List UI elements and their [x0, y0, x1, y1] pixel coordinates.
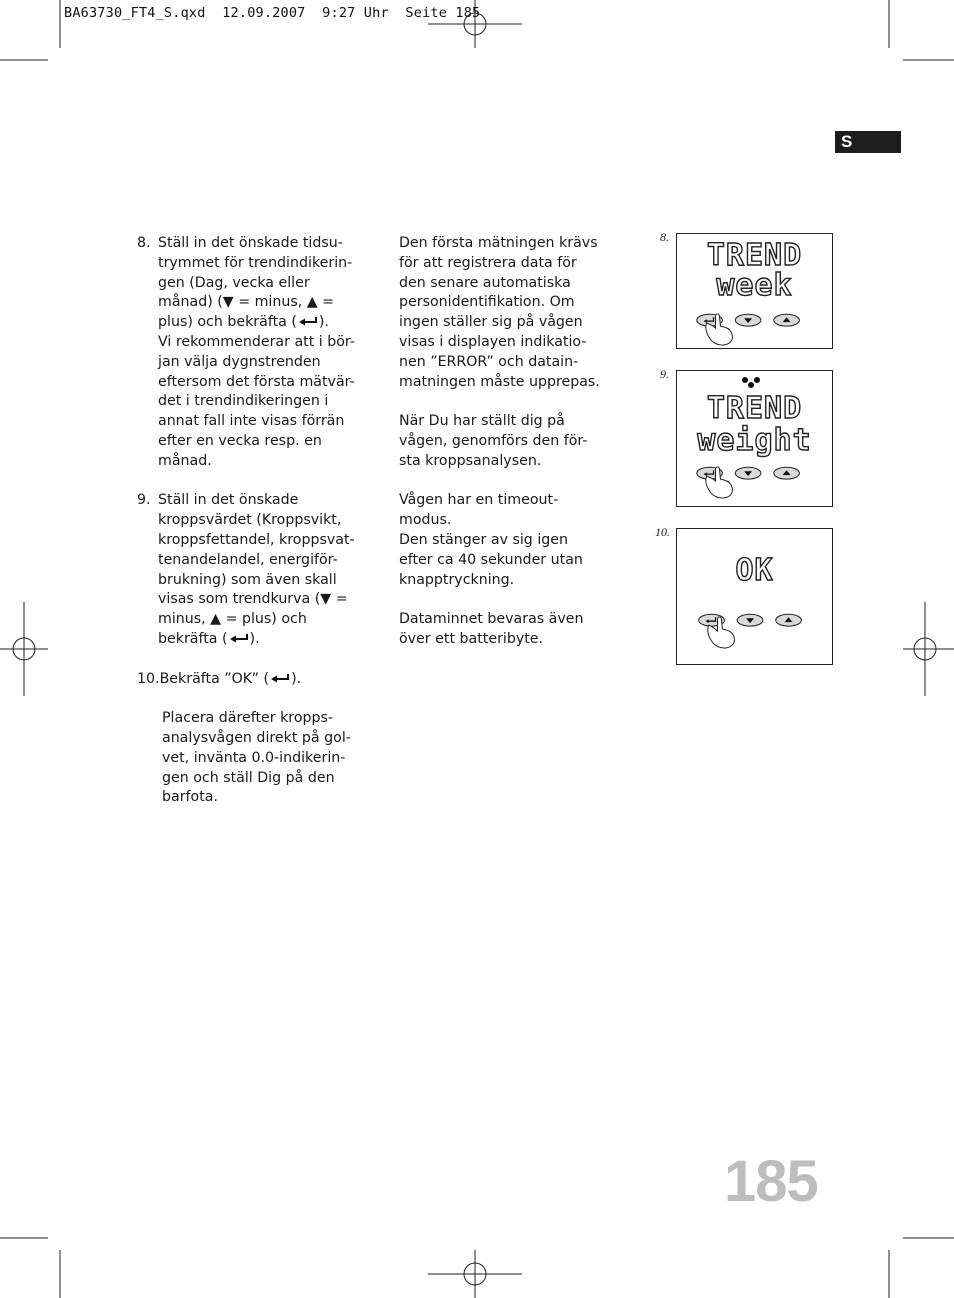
text-line: brukning) som även skall [158, 571, 337, 588]
info-column [399, 234, 604, 670]
enter-key-icon [228, 633, 250, 644]
text-line: Vi rekommenderar att i bör- [158, 333, 355, 350]
language-tab: S [835, 131, 901, 153]
text-line: gen (Dag, vecka eller [158, 274, 310, 291]
text-line: minus, ▲ = plus) och [158, 611, 307, 628]
text-line: personidentifikation. Om [399, 294, 575, 311]
text-line: vet, invänta 0.0-indikerin- [162, 749, 346, 766]
text-line: Ställ in det önskade [158, 492, 299, 509]
text-line: modus. [399, 512, 452, 529]
paragraph-body-analysis [399, 412, 604, 471]
text-line: nen ”ERROR” och datain- [399, 353, 579, 370]
figure-label: 8. [660, 230, 669, 244]
text-line: eftersom det första mätvär- [158, 373, 355, 390]
text-line: gen och ställ Dig på den [162, 769, 335, 786]
text-line: ingen ställer sig på vågen [399, 314, 583, 331]
display-line: OK [735, 553, 774, 588]
text-line: vågen, genomförs den för- [399, 432, 588, 449]
display-line: weight [697, 423, 812, 458]
text-line: När Du har ställt dig på [399, 413, 565, 430]
text-fragment: ). [318, 314, 329, 331]
text-line: tenandelandel, energiför- [158, 551, 338, 568]
text-line: visas som trendkurva (▼ = [158, 591, 348, 608]
step-number: 9. [137, 492, 151, 509]
text-line: det i trendindikeringen i [158, 393, 329, 410]
text-line [158, 630, 362, 650]
file-slug: BA63730_FT4_S.qxd 12.09.2007 9:27 Uhr Seite 185 [64, 5, 481, 21]
text-line: den senare automatiska [399, 274, 571, 291]
instructions-column [137, 234, 362, 808]
text-line: efter en vecka resp. en [158, 432, 322, 449]
display-line: TREND [706, 238, 803, 273]
text-line: Placera därefter kropps- [162, 710, 334, 727]
display-line: TREND [706, 391, 803, 426]
text-line: knapptryckning. [399, 571, 515, 588]
text-line: månad. [158, 452, 212, 469]
text-line: analysvågen direkt på gol- [162, 729, 351, 746]
text-line: kroppsfettandel, kroppsvat- [158, 531, 355, 548]
text-line: över ett batteribyte. [399, 630, 544, 647]
text-line: kroppsvärdet (Kroppsvikt, [158, 512, 342, 529]
figure-label: 9. [660, 367, 669, 381]
text-fragment: ). [291, 670, 302, 687]
scale-buttons [677, 304, 832, 364]
step-number: 10. [137, 670, 160, 687]
scale-display-figure-10 [676, 528, 833, 665]
paragraph-timeout [399, 491, 604, 590]
step-8 [137, 234, 362, 472]
text-line: visas i displayen indikatio- [399, 333, 587, 350]
scale-display-figure-9 [676, 370, 833, 507]
paragraph-memory [399, 610, 604, 650]
text-fragment: ). [249, 630, 260, 647]
scale-display-figure-8 [676, 233, 833, 349]
text-line: månad) (▼ = minus, ▲ = [158, 294, 335, 311]
text-line: matningen måste upprepas. [399, 373, 600, 390]
scale-buttons [677, 605, 832, 665]
figure-label: 10. [655, 525, 670, 539]
text-line [158, 313, 362, 333]
placement-note [137, 709, 362, 808]
page-number: 185 [724, 1149, 818, 1214]
text-line: barfota. [162, 789, 218, 806]
step-9 [137, 491, 362, 649]
paragraph-first-measurement [399, 234, 604, 392]
enter-key-icon [269, 673, 291, 684]
text-line: Den första mätningen krävs [399, 235, 598, 251]
text-fragment: Bekräfta ”OK” ( [159, 670, 270, 687]
text-line: annat fall inte visas förrän [158, 413, 345, 430]
text-line: Ställ in det önskade tidsu- [158, 235, 343, 251]
text-line: trymmet för trendindikerin- [158, 254, 353, 271]
enter-key-icon [297, 316, 319, 327]
text-line: Dataminnet bevaras även [399, 611, 584, 628]
text-line: för att registrera data för [399, 254, 577, 271]
text-fragment: plus) och bekräfta ( [158, 314, 297, 331]
display-line: week [716, 268, 793, 303]
text-line: sta kroppsanalysen. [399, 452, 542, 469]
step-number: 8. [137, 235, 151, 251]
scale-buttons [677, 457, 832, 517]
person-indicator-icon [739, 376, 763, 388]
text-fragment: bekräfta ( [158, 630, 228, 647]
text-line: Den stänger av sig igen [399, 531, 568, 548]
text-line: efter ca 40 sekunder utan [399, 551, 583, 568]
step-10 [137, 670, 362, 690]
text-line: jan välja dygnstrenden [158, 353, 321, 370]
text-line: Vågen har en timeout- [399, 492, 559, 509]
